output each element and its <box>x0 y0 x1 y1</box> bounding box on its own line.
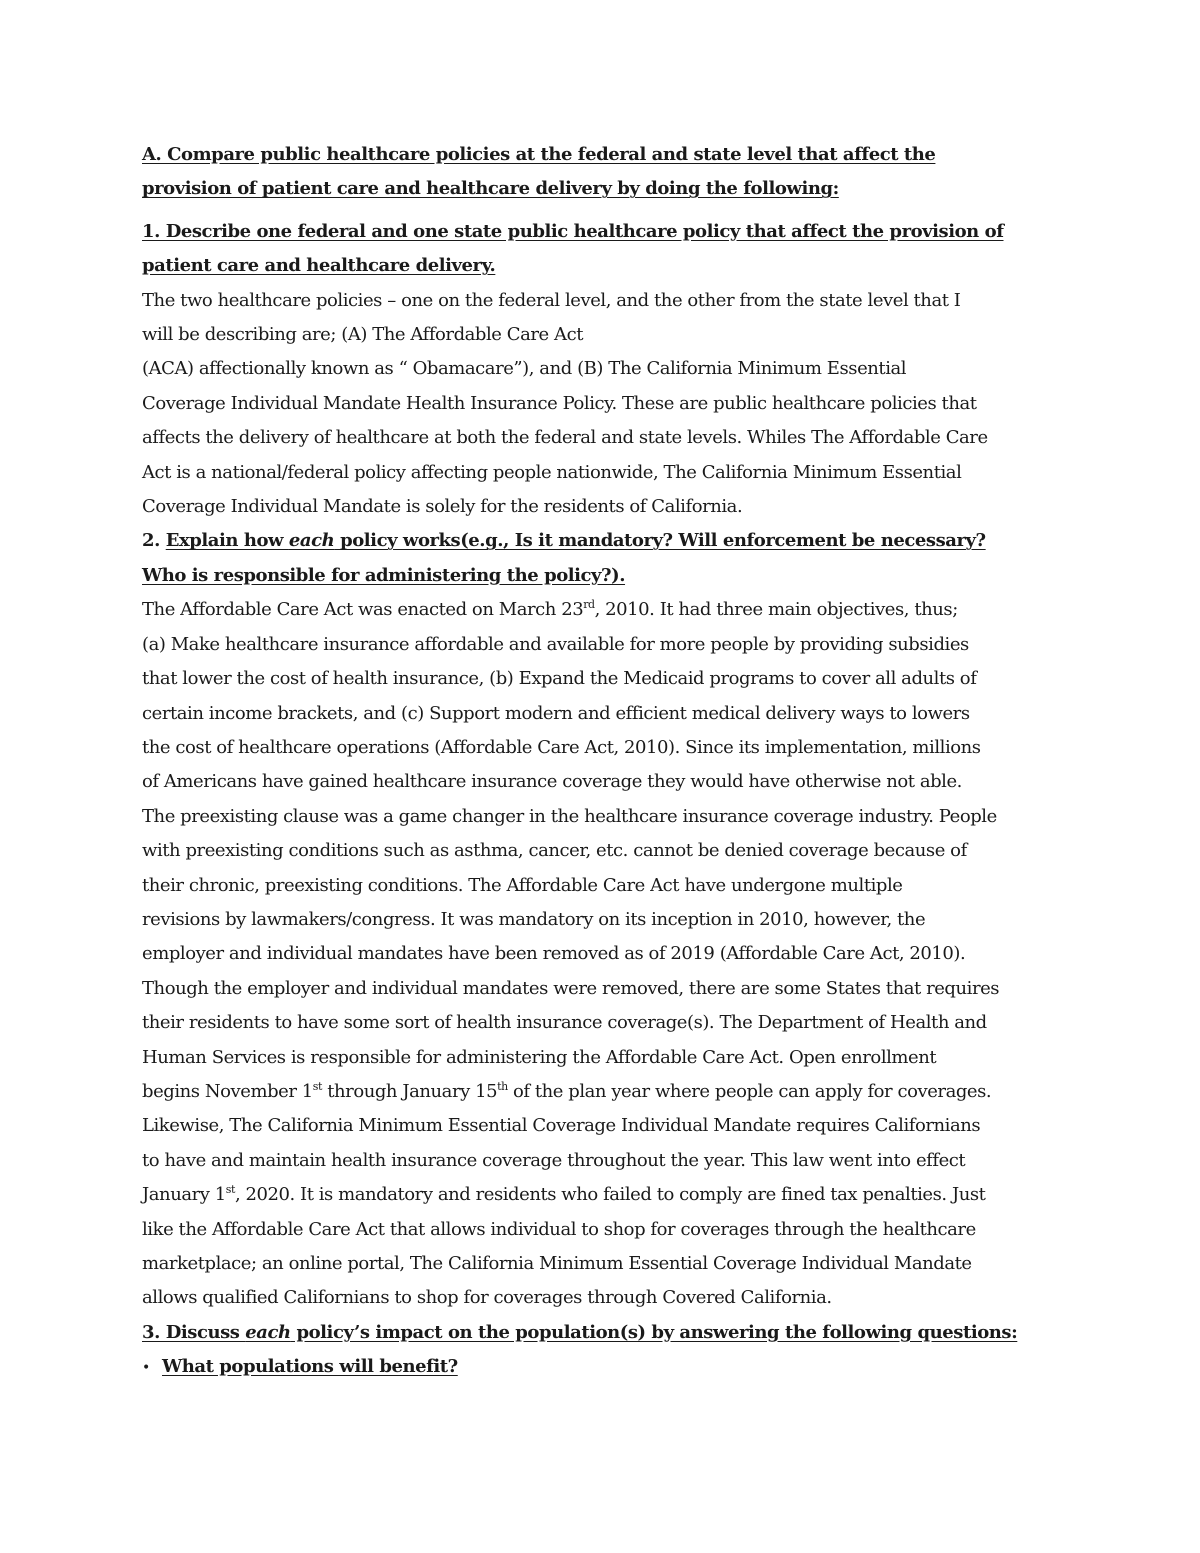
q2-text: begins November 1 <box>142 1080 313 1102</box>
q2-body-line: marketplace; an online portal, The California Minimum Essential Coverage Individual Mandate <box>142 1253 972 1274</box>
q2-body-line: Likewise, The California Minimum Essential Coverage Individual Mandate requires Californians <box>142 1115 981 1137</box>
q2-body-line <box>142 1075 1072 1109</box>
q2-body-line: with preexisting conditions such as asthma, cancer, etc. cannot be denied coverage because of <box>142 840 967 862</box>
q2-body-line: Human Services is responsible for administering the Affordable Care Act. Open enrollment <box>142 1046 937 1068</box>
q2-body-line: allows qualified Californians to shop for coverages through Covered California. <box>142 1287 832 1309</box>
q1-body-line: The two healthcare policies – one on the federal level, and the other from the state level that I <box>142 289 961 311</box>
q2-body-line: revisions by lawmakers/congress. It was mandatory on its inception in 2010, however, the <box>142 908 926 930</box>
q3-heading-emphasis: each <box>245 1321 291 1343</box>
q2-body-line: (a) Make healthcare insurance affordable and available for more people by providing subsidies <box>142 633 969 655</box>
q2-body-line: that lower the cost of health insurance, (b) Expand the Medicaid programs to cover all adults of <box>142 668 977 690</box>
q2-body-line: Though the employer and individual mandates were removed, there are some States that requires <box>142 977 1000 999</box>
q2-body-line: like the Affordable Care Act that allows individual to shop for coverages through the healthcare <box>142 1218 976 1240</box>
q2-heading-line-1 <box>142 524 1072 558</box>
superscript: st <box>225 1183 235 1197</box>
spacer <box>142 207 1072 215</box>
q3-bullet-text: What populations will benefit? <box>162 1356 458 1378</box>
q2-heading-text: Explain how <box>165 530 289 552</box>
q2-body-line: to have and maintain health insurance coverage throughout the year. This law went into effect <box>142 1149 966 1171</box>
q1-body-line: Coverage Individual Mandate is solely for the residents of California. <box>142 496 743 518</box>
q2-body-line: of Americans have gained healthcare insurance coverage they would have otherwise not able. <box>142 771 962 793</box>
q2-text: through January 15 <box>321 1080 498 1102</box>
q2-text: The Affordable Care Act was enacted on March 23 <box>142 599 584 621</box>
q3-heading-text: 3. Discuss <box>142 1321 246 1343</box>
document-page <box>142 138 1072 1386</box>
superscript: st <box>312 1079 322 1093</box>
q2-text: of the plan year where people can apply for coverages. <box>507 1080 992 1102</box>
superscript: rd <box>583 598 595 612</box>
q2-body-line <box>142 1178 1072 1212</box>
q3-heading-line <box>142 1316 1072 1350</box>
q1-body-line: will be describing are; (A) The Affordable Care Act <box>142 324 583 346</box>
q2-heading-text: policy works(e.g., Is it mandatory? Will enforcement be necessary? <box>334 530 986 552</box>
q2-heading-emphasis: each <box>288 530 335 552</box>
q2-body-line <box>142 593 1072 627</box>
superscript: th <box>497 1079 508 1093</box>
bullet-icon: • <box>142 1360 150 1377</box>
q1-heading-line-1: 1. Describe one federal and one state public healthcare policy that affect the provision of <box>142 220 1004 242</box>
q2-body-line: employer and individual mandates have been removed as of 2019 (Affordable Care Act, 2010). <box>142 943 966 965</box>
q1-heading-line-2: patient care and healthcare delivery. <box>142 255 496 277</box>
q2-text: January 1 <box>142 1184 226 1206</box>
section-a-heading-line-2: provision of patient care and healthcare delivery by doing the following: <box>142 178 839 200</box>
q2-body-line: The preexisting clause was a game changer in the healthcare insurance coverage industry. People <box>142 805 997 827</box>
q1-body-line: Act is a national/federal policy affecting people nationwide, The California Minimum Essential <box>142 461 962 483</box>
q2-body-line: their chronic, preexisting conditions. The Affordable Care Act have undergone multiple <box>142 874 903 896</box>
q2-text: , 2020. It is mandatory and residents who failed to comply are fined tax penalties. Just <box>234 1184 986 1206</box>
q2-heading-line-2: Who is responsible for administering the policy?). <box>142 564 626 586</box>
q2-text: , 2010. It had three main objectives, thus; <box>594 599 958 621</box>
q3-heading-text: policy’s impact on the population(s) by answering the following questions: <box>290 1321 1018 1343</box>
q2-body-line: their residents to have some sort of health insurance coverage(s). The Department of Health and <box>142 1012 987 1034</box>
q3-bullet-item <box>142 1350 1072 1385</box>
q1-body-line: affects the delivery of healthcare at both the federal and state levels. Whiles The Affordable Care <box>142 427 988 449</box>
section-a-heading-line-1: A. Compare public healthcare policies at the federal and state level that affect the <box>142 144 936 165</box>
q1-body-line: Coverage Individual Mandate Health Insurance Policy. These are public healthcare policies that <box>142 392 977 414</box>
q1-body-line: (ACA) affectionally known as “ Obamacare”), and (B) The California Minimum Essential <box>142 358 907 380</box>
q2-body-line: certain income brackets, and (c) Support modern and efficient medical delivery ways to lowers <box>142 702 970 724</box>
q2-number: 2. <box>142 530 166 552</box>
q2-body-line: the cost of healthcare operations (Affordable Care Act, 2010). Since its implementation, millions <box>142 736 981 758</box>
